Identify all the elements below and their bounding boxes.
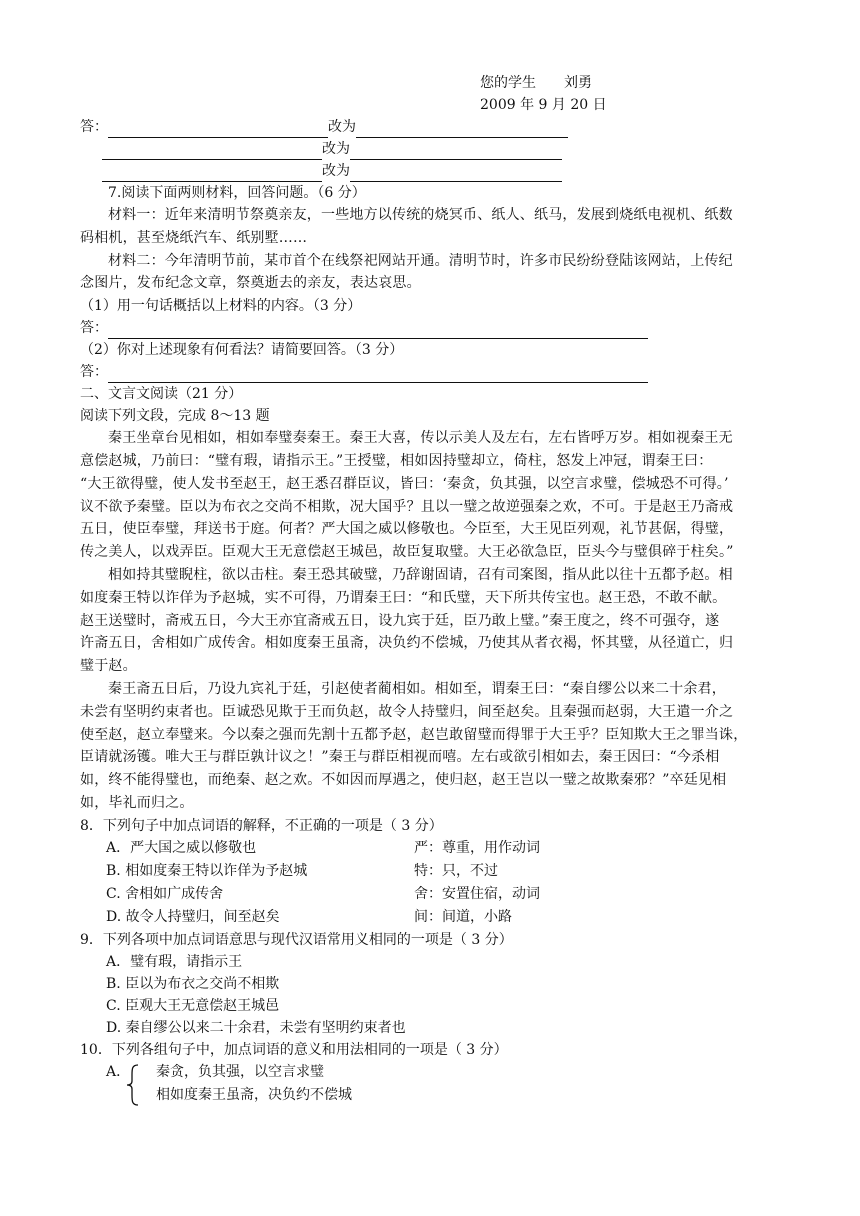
answer-row-2 xyxy=(80,138,780,160)
passage-line: 如，毕礼而归之。 xyxy=(80,794,194,811)
change-to-label: 改为 xyxy=(322,141,350,157)
passage-line: 五日，使臣奉璧，拜送书于庭。何者？严大国之威以修敬也。今臣至，大王见臣列观，礼节甚倨，得璧， xyxy=(80,521,734,538)
answer-blank[interactable] xyxy=(350,145,562,160)
passage-line: 意偿赵城，乃前曰：“璧有瑕，请指示王。”王授璧，相如因持璧却立，倚柱，怒发上冲冠，谓秦王曰： xyxy=(80,452,713,469)
passage-paragraph-1 xyxy=(80,427,780,564)
passage-line: 璧于赵。 xyxy=(80,658,137,675)
passage-line: 未尝有坚明约束者也。臣诚恐见欺于王而负赵，故令人持璧归，间至赵矣。且秦强而赵弱，大王遣一介之 xyxy=(80,703,734,720)
section-title: 二、文言文阅读（21 分） xyxy=(80,386,243,403)
passage-line: 使至赵，赵立奉璧来。今以秦之强而先割十五都予赵，赵岂敢留璧而得罪于大王乎？臣知欺大王之罪当诛， xyxy=(80,726,748,743)
passage-line: 议不欲予秦璧。臣以为布衣之交尚不相欺，况大国乎？且以一璧之故逆强秦之欢，不可。于是赵王乃斋戒 xyxy=(80,498,734,515)
option-letter: A． xyxy=(106,1063,131,1080)
passage-line: 如度秦王特以诈佯为予赵城，实不可得，乃谓秦王曰：“和氏璧，天下所共传宝也。赵王恐，不敢不献。 xyxy=(80,589,727,606)
q7-answer-1 xyxy=(80,317,780,339)
option-explanation: 严：尊重，用作动词 xyxy=(414,839,540,856)
material-line: 念图片，发布纪念文章，祭奠逝去的亲友，表达哀思。 xyxy=(80,275,421,292)
q7-material2 xyxy=(80,250,780,296)
material-line: 码相机，甚至烧纸汽车、纸别墅…… xyxy=(80,229,308,246)
option-line: 相如度秦王虽斋，决负约不偿城 xyxy=(156,1086,352,1103)
option-text: B. 相如度秦王特以诈佯为予赵城 xyxy=(106,862,308,879)
letter-date: 2009 年 9 月 20 日 xyxy=(480,97,607,113)
answer-blank[interactable] xyxy=(102,145,322,160)
passage-line: 赵王送璧时，斋戒五日，今大王亦宜斋戒五日，设九宾于廷，臣乃敢上璧。”秦王度之，终不可强夺，遂 xyxy=(80,612,720,629)
answer-label: 答： xyxy=(80,364,108,381)
answer-label: 答： xyxy=(80,119,108,135)
passage-line: 传之美人，以戏弄臣。臣观大王无意偿赵王城邑，故臣复取璧。大王必欲急臣，臣头今与璧俱碎于柱矣。” xyxy=(80,544,734,561)
passage-paragraph-3 xyxy=(80,678,780,815)
option-text: A．严大国之威以修敬也 xyxy=(106,839,257,856)
section-instruction: 阅读下列文段，完成 8～13 题 xyxy=(80,408,270,425)
q10-option-a[interactable] xyxy=(80,1061,780,1107)
q7-material1 xyxy=(80,204,780,250)
curly-brace-icon xyxy=(122,1063,144,1107)
q9-option-d[interactable]: D. 秦自缪公以来二十余君，未尝有坚明约束者也 xyxy=(106,1019,406,1036)
exam-page xyxy=(80,72,780,1107)
passage-line: 相如持其璧睨柱，欲以击柱。秦王恐其破璧，乃辞谢固请，召有司案图，指从此以往十五都予赵。相 xyxy=(108,566,733,583)
change-to-label: 改为 xyxy=(328,119,356,135)
option-text: D. 故令人持璧归，间至赵矣 xyxy=(106,908,280,925)
passage-line: 秦王斋五日后，乃设九宾礼于廷，引赵使者蔺相如。相如至，谓秦王曰：“秦自缪公以来二十余君， xyxy=(108,680,726,697)
answer-label: 答： xyxy=(80,320,108,337)
q8-option-a[interactable] xyxy=(80,837,780,860)
q7-sub2: （2）你对上述现象有何看法？请简要回答。（3 分） xyxy=(80,342,404,359)
answer-blank[interactable] xyxy=(356,123,568,138)
answer-row-3 xyxy=(80,160,780,182)
option-line: 秦贪，负其强，以空言求璧 xyxy=(156,1063,324,1080)
q7-sub1: （1）用一句话概括以上材料的内容。（3 分） xyxy=(80,298,362,315)
passage-line: 许斋五日，舍相如广成传舍。相如度秦王虽斋，决负约不偿城，乃使其从者衣褐，怀其璧，从径道亡，归 xyxy=(80,635,734,652)
material-line: 材料一：近年来清明节祭奠亲友，一些地方以传统的烧冥币、纸人、纸马，发展到烧纸电视机、纸数 xyxy=(108,207,733,223)
passage-line: 秦王坐章台见相如，相如奉璧奏秦王。秦王大喜，传以示美人及左右，左右皆呼万岁。相如视秦王无 xyxy=(108,430,733,447)
passage-line: “大王欲得璧，使人发书至赵王，赵王悉召群臣议，皆曰：‘秦贪，负其强，以空言求璧，偿城恐不可得。’ xyxy=(80,475,729,492)
q10-title: 10．下列各组句子中，加点词语的意义和用法相同的一项是（ 3 分） xyxy=(80,1041,508,1058)
passage-line: 如，终不能得璧也，而绝秦、赵之欢。不如因而厚遇之，使归赵，赵王岂以一璧之故欺秦邪？”卒廷见相 xyxy=(80,772,727,789)
option-explanation: 间：间道，小路 xyxy=(414,908,512,925)
option-explanation: 舍：安置住宿，动词 xyxy=(414,885,540,902)
passage-line: 臣请就汤镬。唯大王与群臣孰计议之！”秦王与群臣相视而嘻。左右或欲引相如去，秦王因曰：“今杀相 xyxy=(80,749,720,766)
answer-blank[interactable] xyxy=(350,167,562,182)
answer-blank[interactable] xyxy=(102,167,322,182)
q9-option-a[interactable]: A．璧有瑕，请指示王 xyxy=(106,953,243,970)
passage-paragraph-2 xyxy=(80,564,780,678)
answer-blank[interactable] xyxy=(108,324,648,339)
option-explanation: 特：只，不过 xyxy=(414,862,498,879)
q8-title: 8．下列句子中加点词语的解释，不正确的一项是（ 3 分） xyxy=(80,817,443,834)
q9-title: 9．下列各项中加点词语意思与现代汉语常用义相同的一项是（ 3 分） xyxy=(80,931,513,948)
q9-option-c[interactable]: C. 臣观大王无意偿赵王城邑 xyxy=(106,997,280,1014)
q8-option-c[interactable] xyxy=(80,883,780,906)
answer-blank[interactable] xyxy=(108,368,648,383)
q8-option-d[interactable] xyxy=(80,906,780,929)
answer-row-1 xyxy=(80,116,780,138)
q8-option-b[interactable] xyxy=(80,860,780,883)
q9-option-b[interactable]: B. 臣以为布衣之交尚不相欺 xyxy=(106,975,280,992)
option-text: C. 舍相如广成传舍 xyxy=(106,885,224,902)
material-line: 材料二：今年清明节前，某市首个在线祭祀网站开通。清明节时，许多市民纷纷登陆该网站，上传纪 xyxy=(108,252,733,269)
q7-answer-2 xyxy=(80,361,780,383)
answer-blank[interactable] xyxy=(108,123,328,138)
q7-title: 7.阅读下面两则材料，回答问题。（6 分） xyxy=(108,185,366,201)
letter-signature: 您的学生 刘勇 xyxy=(480,75,592,91)
change-to-label: 改为 xyxy=(322,163,350,179)
